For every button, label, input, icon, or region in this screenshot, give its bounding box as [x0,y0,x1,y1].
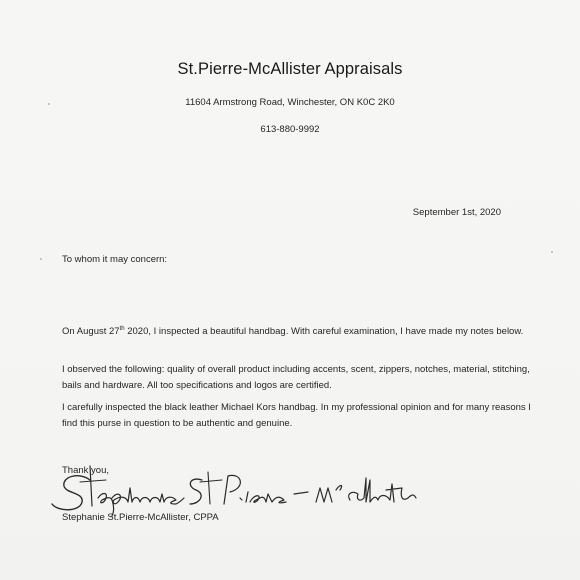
salutation: To whom it may concern: [62,254,168,265]
company-name: St.Pierre-McAllister Appraisals [177,60,403,78]
paragraph-observations: I observed the following: quality of overall product including accents, scent, zippers, notches, material, stitching, bails and hardware. All too specifications and logos are certified. [62,364,530,391]
handwritten-signature [40,458,420,518]
scan-speck [40,258,42,260]
scan-speck [551,251,553,253]
company-address: 11604 Armstrong Road, Winchester, ON K0C 2K0 [185,97,395,108]
letter-date: September 1st, 2020 [412,207,501,218]
paragraph-inspection-rest: 2020, I inspected a beautiful handbag. With careful examination, I have made my notes below. [124,326,524,337]
paragraph-inspection-start: On August 27 [62,326,120,337]
ordinal-suffix: th [119,325,125,332]
paragraph-inspection [62,324,532,340]
paragraph-conclusion: I carefully inspected the black leather Michael Kors handbag. In my professional opinion and for many reasons I find this purse in question to be authentic and genuine. [62,402,531,429]
company-phone: 613-880-9992 [260,124,320,135]
signer-name: Stephanie St.Pierre-McAllister, CPPA [62,512,219,523]
closing: Thank you, [62,465,109,476]
